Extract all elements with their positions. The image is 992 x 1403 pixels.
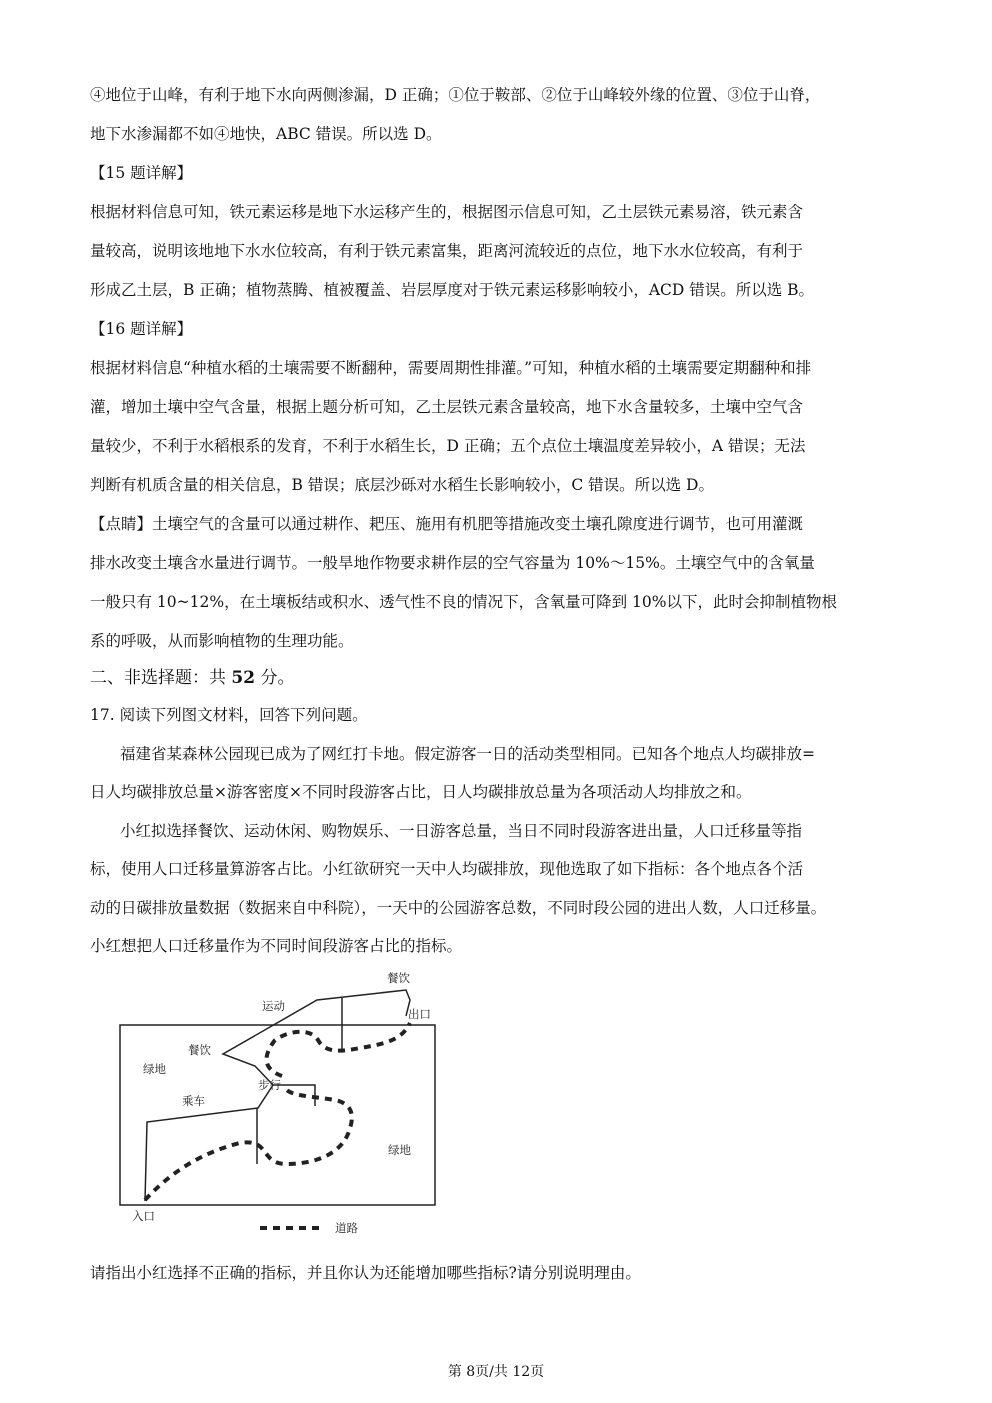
question-prompt: 请指出小红选择不正确的指标，并且你认为还能增加哪些指标?请分别说明理由。 — [90, 1264, 641, 1282]
paragraph-line: 量较高，说明该地地下水水位较高，有利于铁元素富集，距离河流较近的点位，地下水水位较高，有利于 — [90, 242, 804, 260]
heading-q15: 【15 题详解】 — [90, 164, 193, 182]
tip-line: 系的呼吸，从而影响植物的生理功能。 — [90, 632, 354, 650]
paragraph-line: 根据材料信息“种植水稻的土壤需要不断翻种，需要周期性排灌。”可知，种植水稻的土壤需要定期翻种和排 — [90, 359, 812, 377]
material-line: 标，使用人口迁移量算游客占比。小红欲研究一天中人均碳排放，现他选取了如下指标：各个地点各个活 — [90, 860, 804, 878]
tip-line: 排水改变土壤含水量进行调节。一般旱地作物要求耕作层的空气容量为 10%～15%。土壤空气中的含氧量 — [90, 554, 815, 572]
paragraph-line: 灌，增加土壤中空气含量，根据上题分析可知，乙土层铁元素含量较高，地下水含量较多，土壤中空气含 — [90, 398, 804, 416]
section-prefix: 二、非选择题：共 — [90, 668, 232, 688]
label-dining-mid: 餐饮 — [188, 1043, 211, 1057]
label-greenland-right: 绿地 — [388, 1143, 411, 1157]
heading-q16: 【16 题详解】 — [90, 320, 193, 338]
paragraph-line: 形成乙土层，B 正确；植物蒸腾、植被覆盖、岩层厚度对于铁元素运移影响较小，ACD 错误。所以选 B。 — [90, 281, 815, 299]
legend-road-label: 道路 — [335, 1221, 358, 1235]
material-line: 日人均碳排放总量×游客密度×不同时段游客占比，日人均碳排放总量为各项活动人均排放之和。 — [90, 783, 752, 801]
park-map-figure — [110, 968, 450, 1248]
label-greenland-left: 绿地 — [143, 1062, 166, 1076]
road-upper-path — [266, 1023, 410, 1076]
label-entrance: 入口 — [132, 1209, 155, 1223]
question-title: 17. 阅读下列图文材料，回答下列问题。 — [90, 706, 368, 724]
section-heading — [90, 667, 905, 689]
paragraph-line: 判断有机质含量的相关信息，B 错误；底层沙砾对水稻生长影响较小，C 错误。所以选 D。 — [90, 476, 714, 494]
road-lower-path — [145, 1088, 352, 1200]
paragraph-line: 根据材料信息可知，铁元素运移是地下水运移产生的，根据图示信息可知，乙土层铁元素易溶，铁元素含 — [90, 203, 804, 221]
page-footer: 第 8页/共 12页 — [447, 1364, 545, 1380]
material-line: 小红拟选择餐饮、运动休闲、购物娱乐、一日游客总量，当日不同时段游客进出量，人口迁移量等指 — [120, 822, 803, 840]
material-line: 福建省某森林公园现已成为了网红打卡地。假定游客一日的活动类型相同。已知各个地点人均碳排放= — [120, 745, 815, 763]
paragraph-line: ④地位于山峰，有利于地下水向两侧渗漏，D 正确；①位于鞍部、②位于山峰较外缘的位置、③位于山脊， — [90, 86, 821, 104]
material-line: 动的日碳排放量数据（数据来自中科院），一天中的公园游客总数，不同时段公园的进出人数，人口迁移量。 — [90, 899, 827, 917]
paragraph-line: 地下水渗漏都不如④地快，ABC 错误。所以选 D。 — [90, 125, 442, 143]
riding-route-line — [145, 1085, 315, 1201]
tip-line: 【点睛】土壤空气的含量可以通过耕作、耙压、施用有机肥等措施改变土壤孔隙度进行调节，也可用灌溉 — [90, 515, 804, 533]
material-line: 小红想把人口迁移量作为不同时间段游客占比的指标。 — [90, 937, 463, 955]
tip-line: 一般只有 10~12%，在土壤板结或积水、透气性不良的情况下，含氧量可降到 10%以下，此时会抑制植物根 — [90, 593, 837, 611]
label-dining-top: 餐饮 — [387, 971, 410, 985]
section-score: 52 — [231, 668, 256, 688]
label-riding: 乘车 — [182, 1094, 205, 1108]
paragraph-line: 量较少，不利于水稻根系的发育，不利于水稻生长，D 正确；五个点位土壤温度差异较小，A 错误；无法 — [90, 437, 806, 455]
label-walking: 步行 — [258, 1078, 281, 1092]
exercise-route-line — [223, 990, 410, 1085]
label-exit: 出口 — [408, 1007, 431, 1021]
section-suffix: 分。 — [255, 668, 295, 688]
label-exercise: 运动 — [262, 999, 285, 1013]
